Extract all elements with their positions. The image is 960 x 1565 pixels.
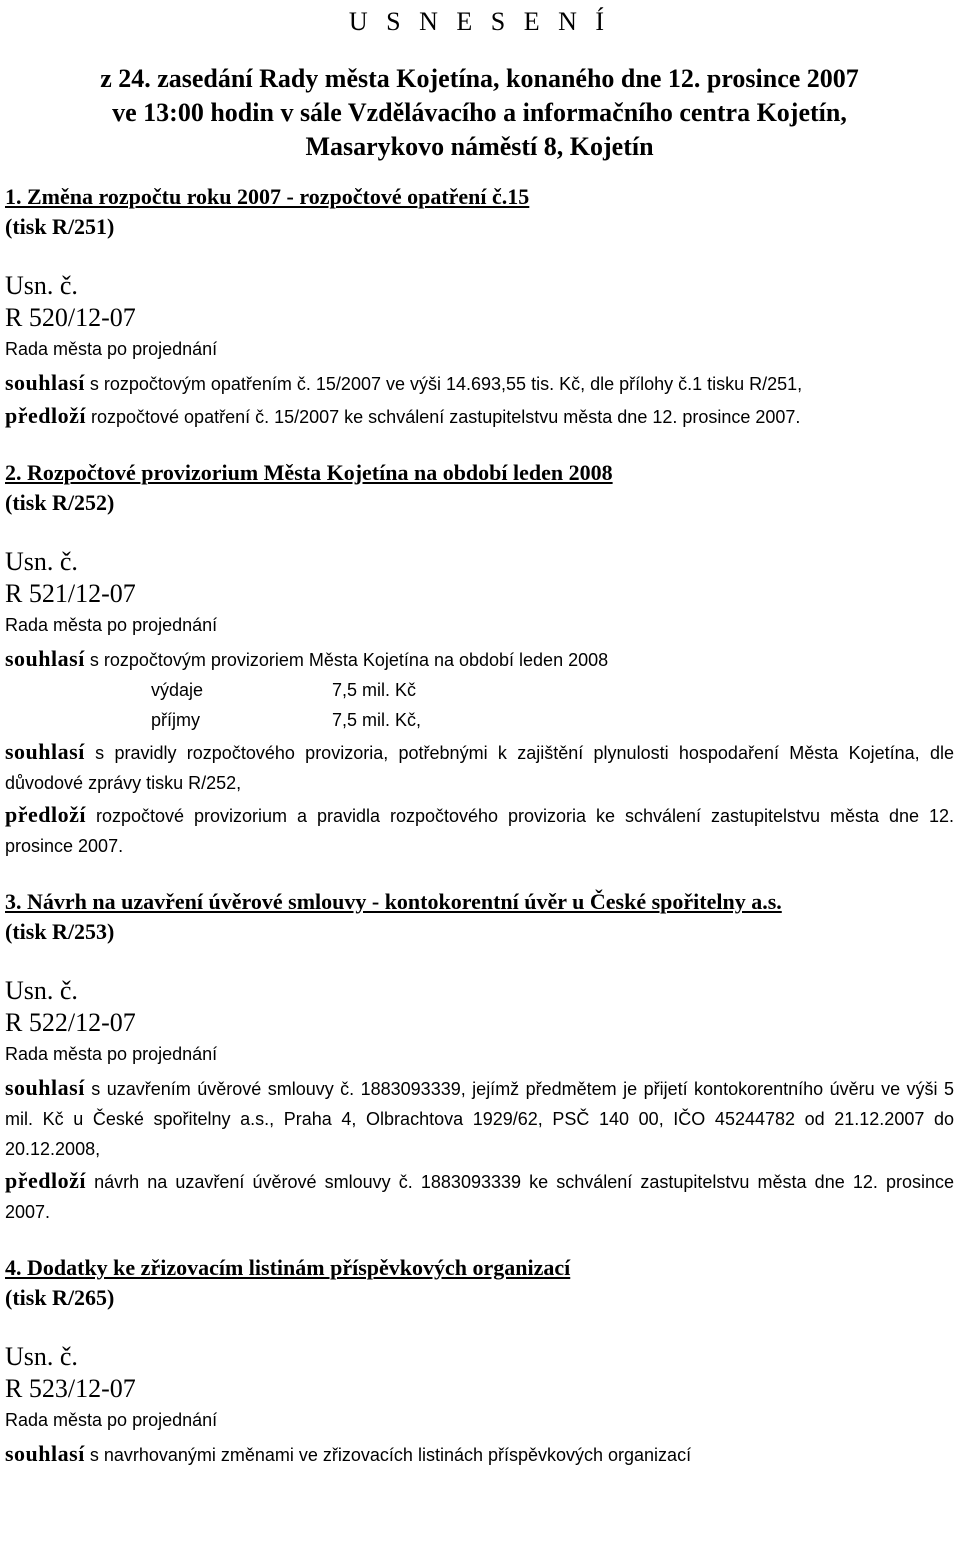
resolution-number: R 523/12-07 [5, 1374, 136, 1403]
resolution-label: Usn. č. [5, 547, 78, 576]
section-heading: 2. Rozpočtové provizorium Města Kojetína na období leden 2008 [5, 460, 613, 485]
resolution-paragraph [5, 800, 954, 861]
resolution-verb: předloží [5, 802, 86, 827]
budget-row-label: výdaje [151, 680, 204, 700]
section-4 [5, 1253, 954, 1470]
section-heading: 1. Změna rozpočtu roku 2007 - rozpočtové opatření č.15 [5, 184, 530, 209]
paragraph-text: rozpočtové opatření č. 15/2007 ke schválení zastupitelstvu města dne 12. prosince 2007. [86, 407, 801, 427]
resolution-verb: souhlasí [5, 1075, 85, 1100]
resolution-verb: souhlasí [5, 370, 85, 395]
resolution-number: R 521/12-07 [5, 579, 136, 608]
section-1 [5, 182, 954, 432]
section-heading: 4. Dodatky ke zřizovacím listinám příspěvkových organizací [5, 1255, 571, 1280]
paragraph-text: s uzavřením úvěrové smlouvy č. 1883093339, jejímž předmětem je přijetí kontokorentního úvěru ve výši 5 mil. Kč u České spořitelny a.s., Praha 4, Olbrachtova 1929/62, PSČ 140 00, IČO 45244782 od 21.12.2007 do 20.12.2008, [5, 1079, 954, 1159]
resolution-label: Usn. č. [5, 976, 78, 1005]
resolution-verb: souhlasí [5, 1441, 85, 1466]
section-tisk: (tisk R/252) [5, 490, 115, 515]
document-title: U S N E S E N Í [348, 7, 611, 36]
section-tisk: (tisk R/251) [5, 214, 115, 239]
budget-row-expenses [5, 675, 954, 705]
meeting-line-1: z 24. zasedání Rady města Kojetína, konaného dne 12. prosince 2007 [100, 64, 859, 93]
council-intro: Rada města po projednání [5, 615, 218, 635]
resolution-paragraph [5, 368, 954, 399]
council-intro: Rada města po projednání [5, 1410, 218, 1430]
council-intro: Rada města po projednání [5, 339, 218, 359]
section-3 [5, 887, 954, 1227]
budget-row-value: 7,5 mil. Kč [332, 680, 417, 700]
paragraph-text: s rozpočtovým opatřením č. 15/2007 ve výši 14.693,55 tis. Kč, dle přílohy č.1 tisku R/251, [84, 374, 803, 394]
resolution-paragraph [5, 644, 954, 675]
resolution-verb: souhlasí [5, 646, 85, 671]
paragraph-text: návrh na uzavření úvěrové smlouvy č. 1883093339 ke schválení zastupitelstvu města dne 12. prosince 2007. [5, 1172, 954, 1222]
resolution-paragraph [5, 1073, 954, 1164]
resolution-verb: souhlasí [5, 739, 85, 764]
resolution-verb: předloží [5, 1168, 86, 1193]
paragraph-text: s navrhovanými změnami ve zřizovacích listinách příspěvkových organizací [84, 1445, 692, 1465]
section-2 [5, 458, 954, 861]
paragraph-text: s pravidly rozpočtového provizoria, potřebnými k zajištění plynulosti hospodaření Města Kojetína, dle důvodové zprávy tisku R/252, [5, 743, 954, 793]
resolution-label: Usn. č. [5, 1342, 78, 1371]
resolution-paragraph [5, 401, 954, 432]
section-tisk: (tisk R/265) [5, 1285, 115, 1310]
resolution-number: R 522/12-07 [5, 1008, 136, 1037]
meeting-line-3: Masarykovo náměstí 8, Kojetín [305, 132, 654, 161]
council-intro: Rada města po projednání [5, 1044, 218, 1064]
resolution-paragraph [5, 737, 954, 798]
meeting-header [5, 62, 954, 164]
budget-row-label: příjmy [151, 710, 200, 730]
resolution-label: Usn. č. [5, 271, 78, 300]
paragraph-text: rozpočtové provizorium a pravidla rozpočtového provizoria ke schválení zastupitelstvu města dne 12. prosince 2007. [5, 806, 954, 856]
section-tisk: (tisk R/253) [5, 919, 115, 944]
resolution-paragraph [5, 1166, 954, 1227]
meeting-line-2: ve 13:00 hodin v sále Vzdělávacího a informačního centra Kojetín, [112, 98, 847, 127]
paragraph-text: s rozpočtovým provizoriem Města Kojetína na období leden 2008 [84, 650, 609, 670]
budget-row-income [5, 705, 954, 735]
section-heading: 3. Návrh na uzavření úvěrové smlouvy - kontokorentní úvěr u České spořitelny a.s. [5, 889, 782, 914]
budget-row-value: 7,5 mil. Kč, [332, 710, 422, 730]
resolution-paragraph [5, 1439, 954, 1470]
resolution-verb: předloží [5, 403, 86, 428]
resolution-number: R 520/12-07 [5, 303, 136, 332]
